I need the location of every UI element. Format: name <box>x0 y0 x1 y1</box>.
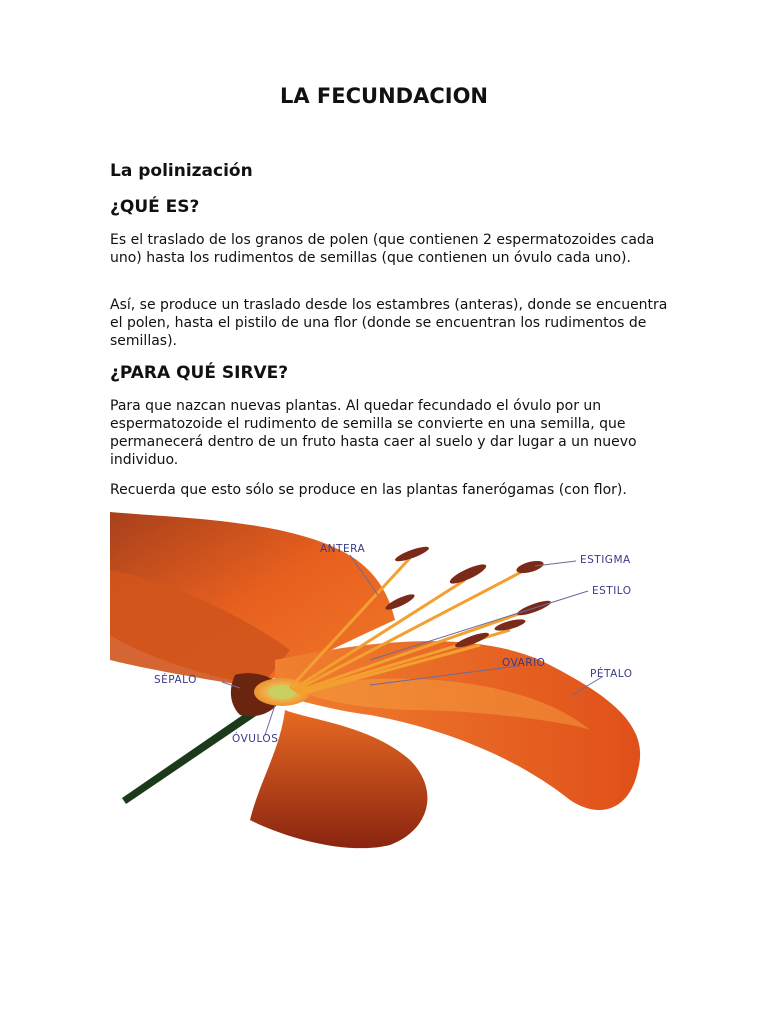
label-ovario: OVARIO <box>502 657 546 669</box>
flower-diagram <box>110 510 660 855</box>
label-petalo: PÉTALO <box>590 668 633 680</box>
label-sepalo: SÉPALO <box>154 674 197 686</box>
paragraph-transfer: Así, se produce un traslado desde los estambres (anteras), donde se encuentra el polen, hasta el pistilo de una flor (donde se encuentran los rudimentos de semillas). <box>110 297 668 349</box>
lower-petal <box>250 710 427 848</box>
question-heading-que-es: ¿QUÉ ES? <box>110 197 200 217</box>
paragraph-note: Recuerda que esto sólo se produce en las plantas fanerógamas (con flor). <box>110 482 627 498</box>
question-heading-para-que-sirve: ¿PARA QUÉ SIRVE? <box>110 363 289 383</box>
label-estilo: ESTILO <box>592 585 632 597</box>
section-heading: La polinización <box>110 161 253 181</box>
label-antera: ANTERA <box>320 543 366 555</box>
label-estigma: ESTIGMA <box>580 554 631 566</box>
paragraph-purpose: Para que nazcan nuevas plantas. Al quedar fecundado el óvulo por un espermatozoide el rudimento de semilla se convierte en una semilla, que permanecerá dentro de un fruto hasta caer al suelo y dar lugar a un nuevo individuo. <box>110 398 637 468</box>
paragraph-definition: Es el traslado de los granos de polen (que contienen 2 espermatozoides cada uno) hasta los rudimentos de semillas (que contienen un óvulo cada uno). <box>110 232 655 266</box>
stem-shape <box>122 710 256 804</box>
label-ovulos: ÓVULOS <box>232 733 279 745</box>
page-title: LA FECUNDACION <box>279 84 488 108</box>
